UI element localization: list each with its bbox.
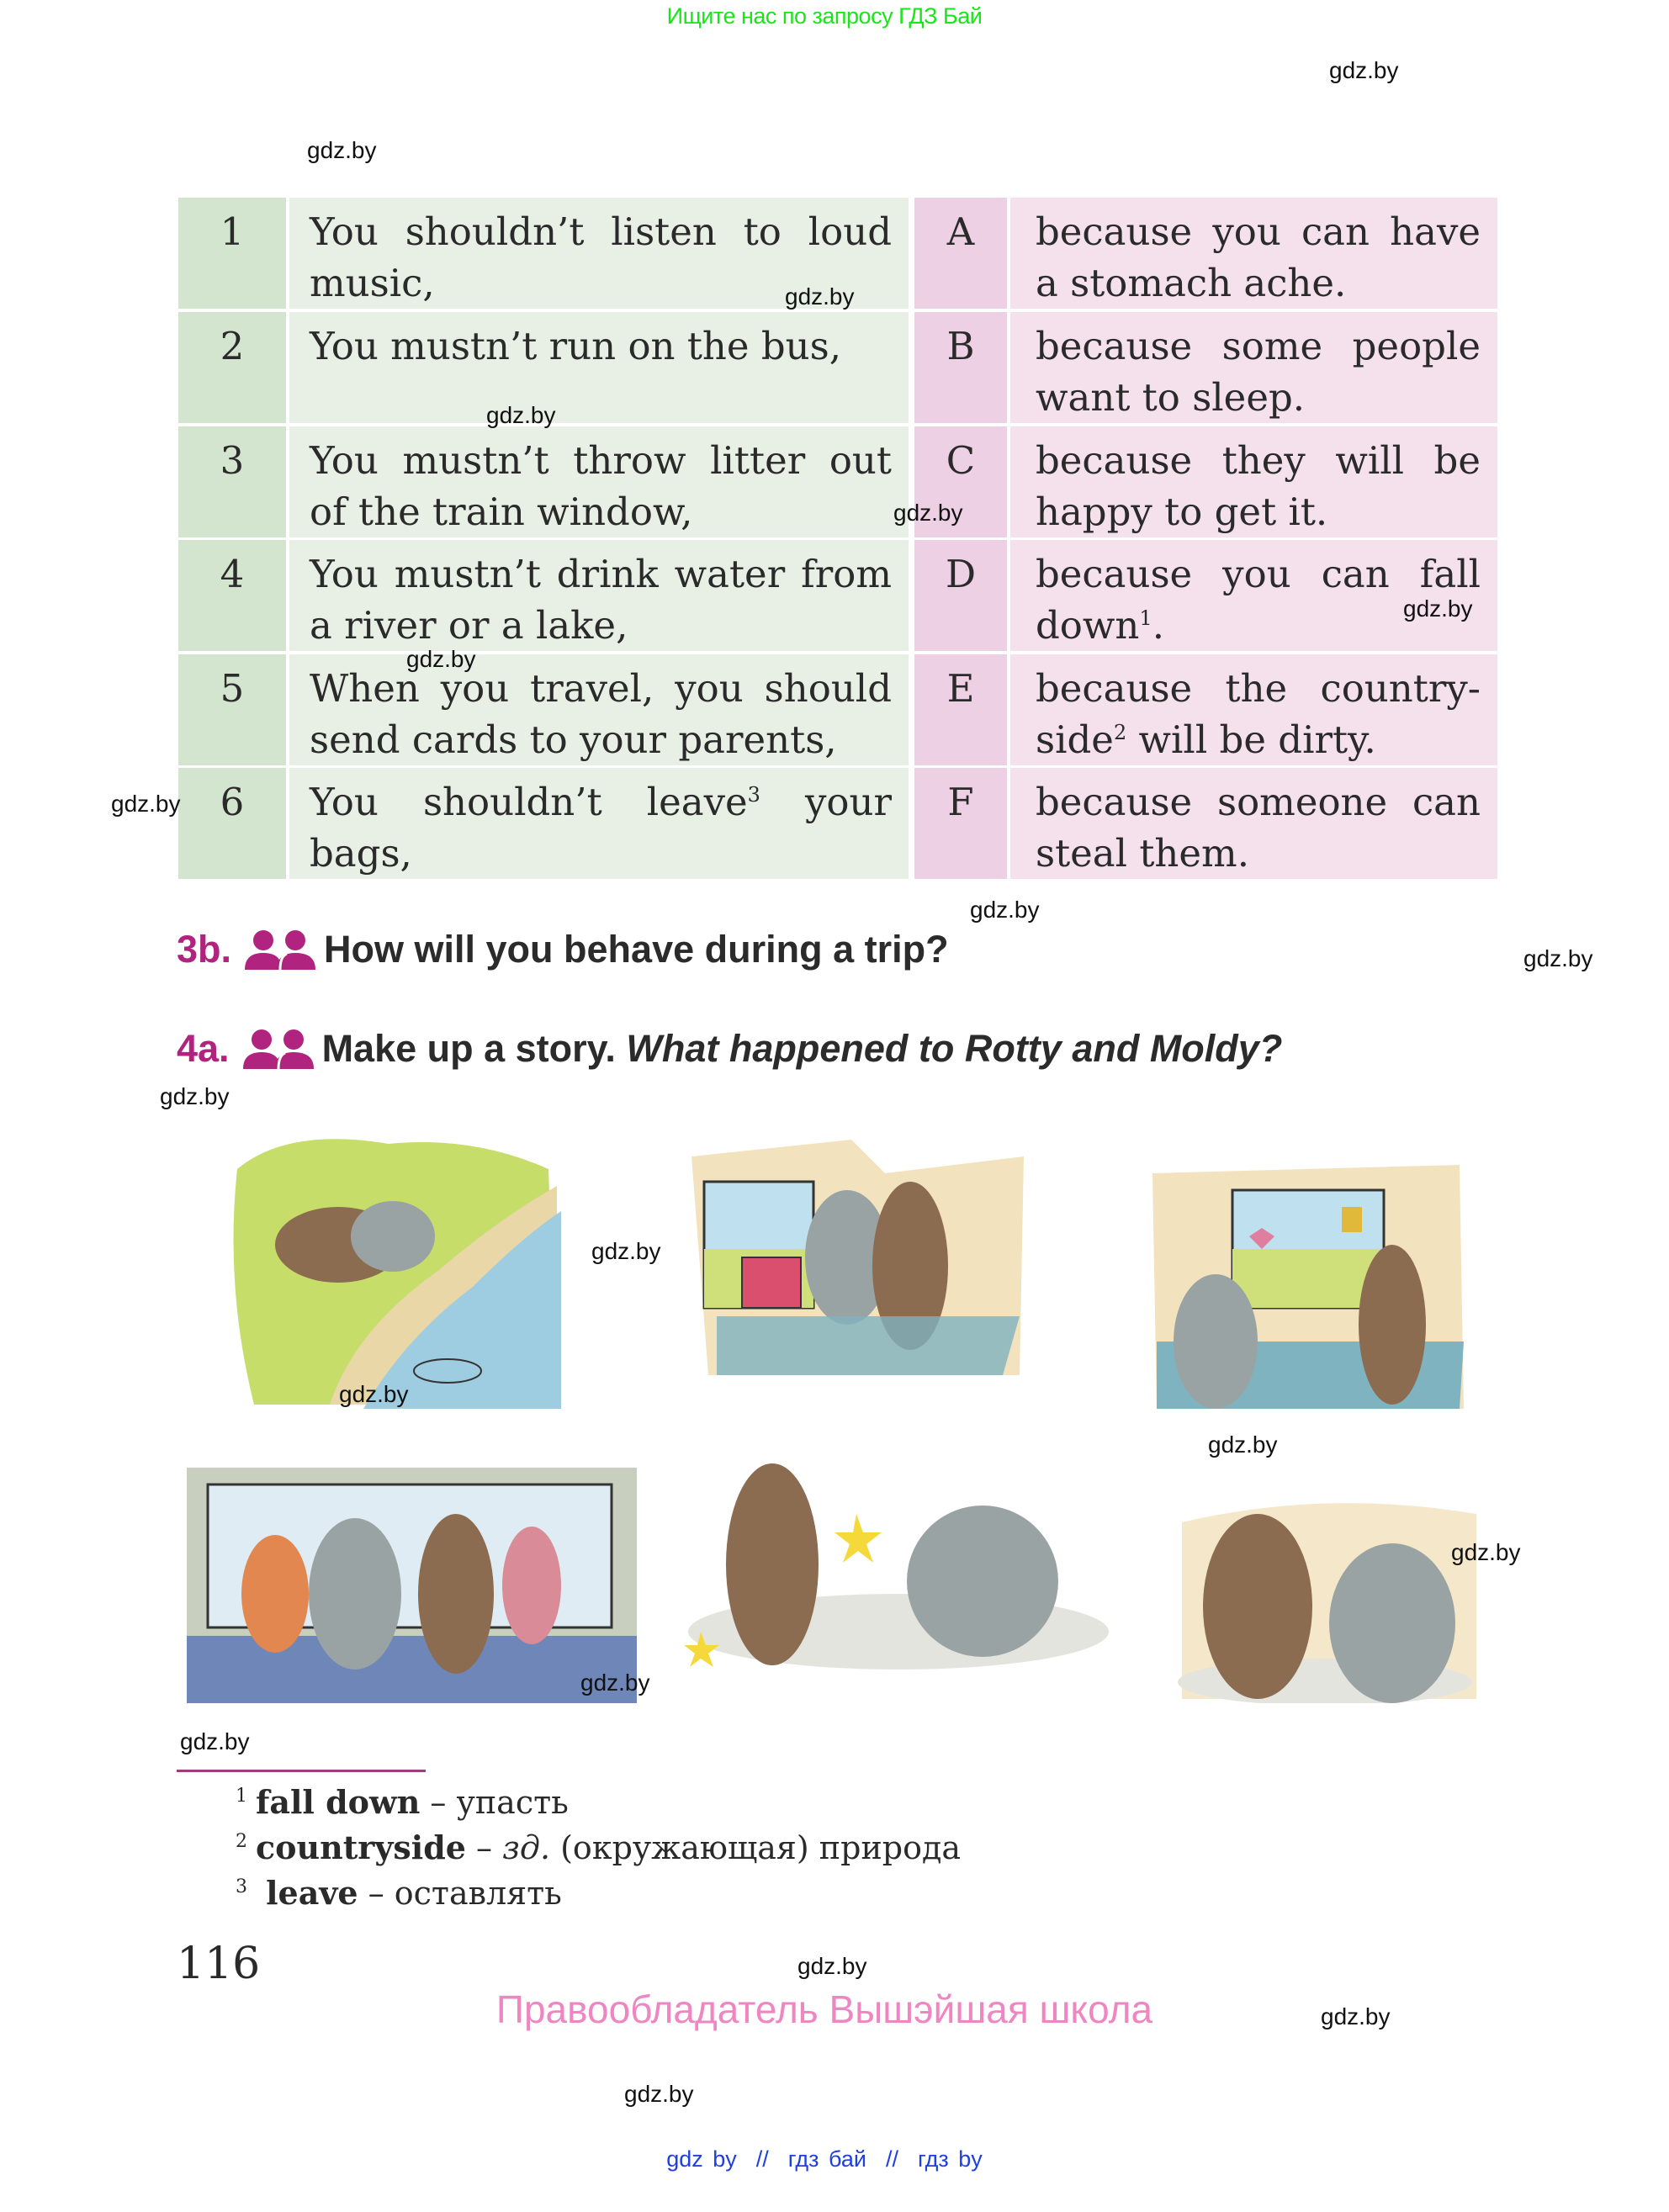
row-number-cell xyxy=(178,654,286,765)
row-number: 1 xyxy=(220,209,245,254)
watermark: gdz.by xyxy=(160,1083,230,1109)
sentence-end-cell xyxy=(1010,426,1497,537)
row-number: 6 xyxy=(220,780,245,824)
sentence-start-cell xyxy=(289,768,909,879)
row-letter-cell xyxy=(914,312,1007,423)
pair-work-icon xyxy=(241,1029,315,1069)
sentence-start: You mustn’t throw litter out of the train window, xyxy=(310,438,892,534)
row-number-cell xyxy=(178,198,286,309)
footnote-translation: упасть xyxy=(456,1784,569,1821)
row-letter-cell xyxy=(914,768,1007,879)
row-letter: A xyxy=(946,209,975,254)
row-number: 2 xyxy=(220,324,245,368)
row-letter: C xyxy=(946,438,976,483)
row-number: 3 xyxy=(220,438,245,483)
illustration-fall xyxy=(680,1438,1117,1691)
row-number-cell xyxy=(178,312,286,423)
exercise-question: What happened to Rotty and Moldy? xyxy=(626,1027,1283,1070)
sentence-start: You shouldn’t leave$^3$ your bags, xyxy=(310,780,892,876)
sentence-end-cell xyxy=(1010,768,1497,879)
sentence-end-cell xyxy=(1010,654,1497,765)
illustration-stomach-ache xyxy=(1165,1489,1485,1703)
sentence-end: because the country-side$^2$ will be dirty. xyxy=(1036,666,1481,762)
sentence-end: because some people want to sleep. xyxy=(1036,324,1481,420)
exercise-instruction: How will you behave during a trip? xyxy=(324,928,949,971)
sentence-end: because they will be happy to get it. xyxy=(1036,438,1481,534)
exercise-instruction: Make up a story. xyxy=(321,1027,616,1070)
footnote-ref[interactable]: 2 xyxy=(1113,721,1127,744)
exercise-number: 4a. xyxy=(177,1027,230,1070)
footnote-translation: (окружающая) природа xyxy=(550,1829,962,1866)
sentence-start-cell xyxy=(289,654,909,765)
search-banner: Ищите нас по запросу ГДЗ Бай xyxy=(666,3,983,29)
row-letter-cell xyxy=(914,540,1007,651)
watermark: gdz.by xyxy=(797,1953,867,1979)
illustration-river xyxy=(220,1119,565,1417)
illustration-bus xyxy=(178,1451,645,1720)
sentence-start: You mustn’t run on the bus, xyxy=(310,324,842,368)
sentence-start-cell xyxy=(289,540,909,651)
illustration-litter-window xyxy=(1140,1156,1472,1421)
sentence-end: because you can fall down$^1$. xyxy=(1036,552,1481,648)
sentence-start: You mustn’t drink water from a river or a lake, xyxy=(310,552,892,648)
sentence-start-cell xyxy=(289,426,909,537)
footnote-note: зд. xyxy=(502,1829,551,1866)
footnote-3: $^3$ leave – оставлять xyxy=(236,1874,562,1912)
sentence-end-cell xyxy=(1010,198,1497,309)
row-letter: B xyxy=(946,324,975,368)
row-letter-cell xyxy=(914,654,1007,765)
row-number-cell xyxy=(178,768,286,879)
watermark: gdz.by xyxy=(970,897,1040,923)
row-number-cell xyxy=(178,426,286,537)
row-letter: F xyxy=(947,780,974,824)
footnote-2: $^2$ countryside – зд. (окружающая) природа xyxy=(236,1828,962,1866)
watermark: gdz.by xyxy=(624,2081,694,2107)
watermark: gdz.by xyxy=(180,1728,250,1754)
bottom-links[interactable]: gdz by // гдз бай // гдз by xyxy=(666,2146,983,2172)
rights-holder: Правообладатель Вышэйшая школа xyxy=(495,1987,1153,2031)
footnote-term: countryside xyxy=(256,1828,466,1866)
watermark: gdz.by xyxy=(1403,595,1473,622)
footnote-ref[interactable]: 3 xyxy=(747,783,760,807)
watermark: gdz.by xyxy=(406,646,476,672)
row-letter: E xyxy=(946,666,975,711)
footnote-1: $^1$ fall down – упасть xyxy=(236,1783,569,1821)
row-letter: D xyxy=(945,552,977,596)
watermark: gdz.by xyxy=(111,791,181,817)
watermark: gdz.by xyxy=(1208,1431,1278,1458)
row-letter-cell xyxy=(914,198,1007,309)
row-number: 4 xyxy=(220,552,245,596)
footnote-term: fall down xyxy=(256,1783,421,1821)
watermark: gdz.by xyxy=(307,137,377,163)
illustration-music-train xyxy=(683,1123,1032,1392)
sentence-start-cell xyxy=(289,312,909,423)
watermark: gdz.by xyxy=(339,1381,409,1407)
watermark: gdz.by xyxy=(591,1238,661,1264)
sentence-end: because you can have a stomach ache. xyxy=(1036,209,1481,305)
table-row xyxy=(177,312,1497,423)
footnote-ref[interactable]: 1 xyxy=(1139,606,1152,630)
table-row xyxy=(177,768,1497,879)
exercise-4a-heading xyxy=(177,1027,1282,1071)
sentence-start: When you travel, you should send cards to your parents, xyxy=(310,666,892,762)
footnote-translation: оставлять xyxy=(394,1875,562,1912)
watermark: gdz.by xyxy=(1321,2003,1391,2029)
exercise-3b-heading xyxy=(177,928,949,971)
watermark: gdz.by xyxy=(1523,945,1593,971)
footnote-term: leave xyxy=(266,1874,358,1912)
footnote-divider xyxy=(177,1770,426,1772)
page-number: 116 xyxy=(177,1939,261,1989)
watermark: gdz.by xyxy=(486,402,556,428)
sentence-end-cell xyxy=(1010,312,1497,423)
watermark: gdz.by xyxy=(1451,1539,1521,1565)
watermark: gdz.by xyxy=(893,500,963,526)
table-row xyxy=(177,654,1497,765)
row-number: 5 xyxy=(220,666,245,711)
sentence-end: because someone can steal them. xyxy=(1036,780,1481,876)
table-row xyxy=(177,426,1497,537)
watermark: gdz.by xyxy=(580,1670,650,1696)
sentence-start: You shouldn’t listen to loud music, xyxy=(310,209,892,305)
table-row xyxy=(177,540,1497,651)
pair-work-icon xyxy=(243,929,317,970)
watermark: gdz.by xyxy=(785,283,855,310)
watermark: gdz.by xyxy=(1329,57,1399,83)
exercise-number: 3b. xyxy=(177,928,232,971)
row-number-cell xyxy=(178,540,286,651)
